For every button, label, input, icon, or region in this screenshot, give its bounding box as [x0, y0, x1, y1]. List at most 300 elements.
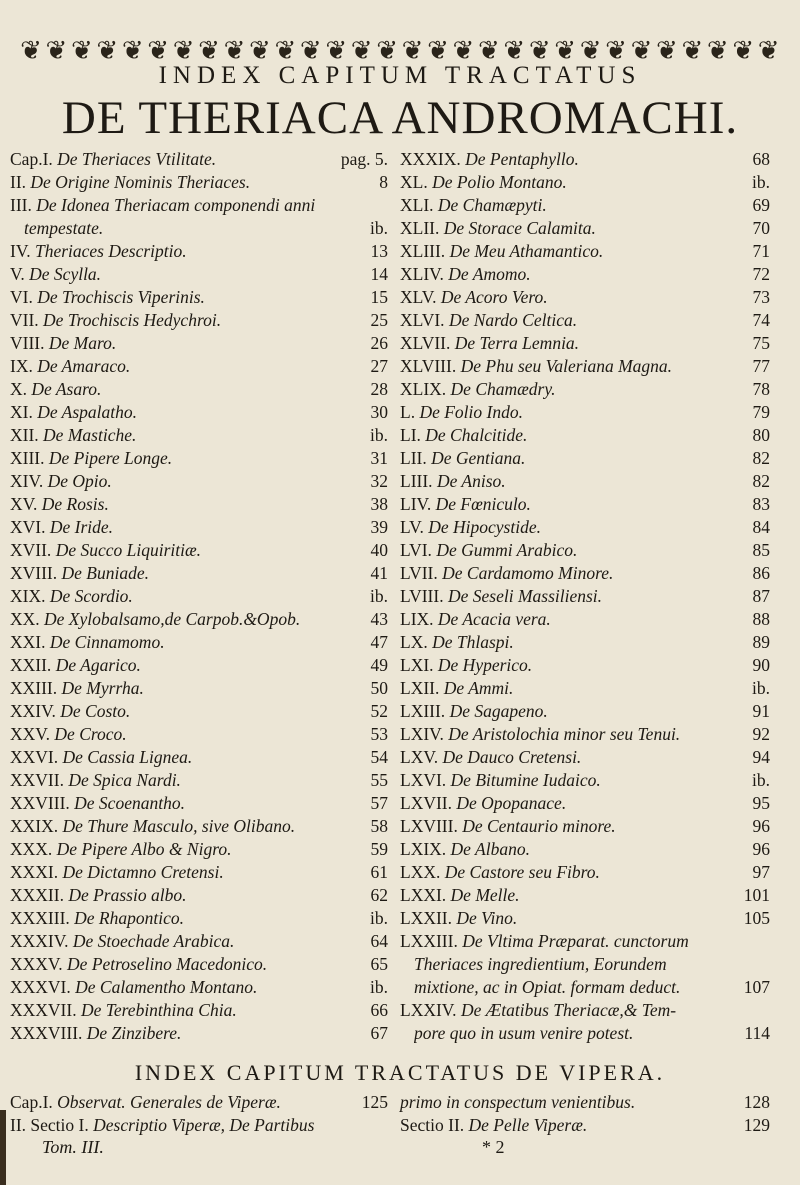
page-number: 26 [370, 333, 388, 353]
chapter-title: De Prassio albo. [68, 885, 187, 905]
index-entry [10, 378, 388, 401]
chapter-title: De Chamæpyti. [437, 195, 547, 215]
index-entry [10, 309, 388, 332]
index-entry [10, 194, 388, 217]
page-number: 72 [752, 264, 770, 284]
page-number: 55 [370, 770, 388, 790]
chapter-number: IX. [10, 356, 33, 376]
page-number: 58 [370, 816, 388, 836]
chapter-title: De Cinnamomo. [49, 632, 165, 652]
chapter-title: De Cardamomo Minore. [442, 563, 614, 583]
page-number: 82 [752, 448, 770, 468]
entry-text [10, 194, 315, 217]
index-entry [400, 884, 770, 907]
entry-text [400, 286, 548, 309]
index-entry [400, 1022, 770, 1045]
chapter-title: De Storace Calamita. [443, 218, 596, 238]
ornament-glyph: ❦ [630, 36, 653, 65]
ornament-glyph: ❦ [605, 36, 627, 65]
chapter-title: De Stoechade Arabica. [72, 931, 235, 951]
index-entry [400, 976, 770, 999]
chapter-number: X. [10, 379, 28, 399]
page-number: ib. [370, 218, 388, 238]
chapter-number: XLI. [400, 195, 434, 215]
index-entry [400, 562, 770, 585]
ornament-glyph: ❦ [732, 36, 755, 65]
chapter-number: XIX. [10, 586, 46, 606]
index-entry [400, 447, 770, 470]
page-number: 125 [361, 1092, 388, 1112]
chapter-number: XXXI. [10, 862, 59, 882]
ornament-glyph: ❦ [121, 36, 144, 65]
chapter-number: XLIII. [400, 241, 446, 261]
index-entry [400, 309, 770, 332]
index-entry [10, 148, 388, 171]
index-entry [10, 723, 388, 746]
index-entry [10, 884, 388, 907]
page-number: 49 [370, 655, 388, 675]
entry-text [10, 861, 224, 884]
chapter-number: XLVI. [400, 310, 445, 330]
ornament-glyph: ❦ [96, 36, 119, 65]
chapter-title: De Iride. [49, 517, 114, 537]
index-entry [400, 401, 770, 424]
chapter-title: De Centaurio minore. [462, 816, 616, 836]
chapter-number: LVI. [400, 540, 432, 560]
ornament-glyph: ❦ [20, 36, 42, 65]
entry-text [10, 493, 109, 516]
entry-text [10, 723, 127, 746]
index-entry [10, 562, 388, 585]
chapter-title: De Terebinthina Chia. [80, 1000, 237, 1020]
chapter-title: De Rosis. [41, 494, 109, 514]
chapter-title: De Agarico. [55, 655, 141, 675]
index-entry [400, 585, 770, 608]
index-entry [400, 815, 770, 838]
chapter-number: XXVIII. [10, 793, 70, 813]
chapter-title: De Polio Montano. [432, 172, 567, 192]
chapter-title: De Vltima Præparat. cunctorum [462, 931, 689, 951]
entry-text [400, 263, 531, 286]
page-number: 31 [370, 448, 388, 468]
page-number: ib. [752, 678, 770, 698]
index-entry [10, 1091, 388, 1114]
chapter-number: II. Sectio I. [10, 1115, 89, 1135]
entry-text [400, 562, 613, 585]
chapter-number: XXXIX. [400, 149, 461, 169]
ornament-glyph: ❦ [528, 36, 551, 65]
index-entry [10, 746, 388, 769]
page-number: 95 [752, 793, 770, 813]
index-entry [10, 608, 388, 631]
page-number: 96 [752, 816, 770, 836]
chapter-title: mixtione, ac in Opiat. formam deduct. [414, 977, 681, 997]
chapter-number: XVIII. [10, 563, 58, 583]
entry-text [400, 907, 517, 930]
index-entry [10, 240, 388, 263]
chapter-number: XIV. [10, 471, 44, 491]
entry-text [400, 493, 531, 516]
entry-text [10, 263, 101, 286]
chapter-title: De Chalcitide. [425, 425, 528, 445]
page-number: 67 [370, 1023, 388, 1043]
page-number: 71 [752, 241, 770, 261]
chapter-number: LXVII. [400, 793, 452, 813]
entry-text [400, 355, 672, 378]
index-entry [10, 930, 388, 953]
chapter-number: XXXIII. [10, 908, 70, 928]
index-entry [10, 470, 388, 493]
index-entry [10, 815, 388, 838]
chapter-title: De Pipere Longe. [48, 448, 173, 468]
page-number: 61 [370, 862, 388, 882]
chapter-number: XXX. [10, 839, 53, 859]
page-number: 91 [752, 701, 770, 721]
chapter-title: De Thure Masculo, sive Olibano. [62, 816, 296, 836]
ornament-band [20, 6, 780, 66]
entry-text [414, 976, 680, 999]
entry-text [400, 401, 523, 424]
entry-text [414, 1022, 633, 1045]
entry-text [400, 700, 548, 723]
index-entry [10, 539, 388, 562]
index-entry [400, 999, 770, 1022]
index-entry [400, 631, 770, 654]
chapter-number: V. [10, 264, 25, 284]
entry-text [10, 769, 181, 792]
index-entry [10, 792, 388, 815]
page-number: 28 [370, 379, 388, 399]
chapter-number: XI. [10, 402, 33, 422]
chapter-number: LI. [400, 425, 421, 445]
chapter-number: XL. [400, 172, 428, 192]
index-entry [400, 723, 770, 746]
entry-text [10, 953, 267, 976]
chapter-title: De Fœniculo. [435, 494, 531, 514]
chapter-title: De Meu Athamantico. [449, 241, 604, 261]
entry-text [10, 562, 149, 585]
index-entry [10, 286, 388, 309]
entry-text [400, 654, 532, 677]
entry-text [10, 424, 136, 447]
page-number: 30 [370, 402, 388, 422]
page-number: 92 [752, 724, 770, 744]
page-number: 8 [379, 172, 388, 192]
chapter-number: XLIV. [400, 264, 444, 284]
chapter-title: De Sagapeno. [449, 701, 548, 721]
chapter-title: De Aniso. [436, 471, 506, 491]
chapter-title: De Pentaphyllo. [465, 149, 579, 169]
page-number: 88 [752, 609, 770, 629]
entry-text [400, 539, 577, 562]
chapter-title: De Ammi. [443, 678, 514, 698]
chapter-number: LXIV. [400, 724, 444, 744]
page-number: 15 [370, 287, 388, 307]
chapter-number: LXXI. [400, 885, 447, 905]
entry-text [400, 332, 579, 355]
page-number: 77 [752, 356, 770, 376]
page-number: ib. [370, 908, 388, 928]
entry-text [400, 999, 676, 1022]
index-entry [400, 792, 770, 815]
ornament-glyph: ❦ [249, 36, 271, 65]
ornament-glyph: ❦ [299, 36, 322, 65]
page-number: ib. [370, 425, 388, 445]
entry-text [400, 631, 514, 654]
chapter-number: XXXVI. [10, 977, 71, 997]
index-entry [400, 539, 770, 562]
entry-text [10, 930, 234, 953]
index-entry [10, 424, 388, 447]
chapter-title: De Zinzibere. [86, 1023, 182, 1043]
chapter-title: Observat. Generales de Viperæ. [57, 1092, 281, 1112]
chapter-title: De Phu seu Valeriana Magna. [460, 356, 673, 376]
chapter-number: LV. [400, 517, 424, 537]
chapter-title: De Pipere Albo & Nigro. [56, 839, 232, 859]
chapter-title: De Maro. [48, 333, 117, 353]
entry-text [400, 424, 527, 447]
entry-text [400, 171, 567, 194]
ornament-glyph: ❦ [706, 36, 729, 65]
chapter-number: LXX. [400, 862, 441, 882]
index-entry [400, 286, 770, 309]
index-entry [400, 217, 770, 240]
page-number: 65 [370, 954, 388, 974]
entry-text [400, 723, 680, 746]
ornament-glyph: ❦ [681, 36, 704, 65]
chapter-title: De Ætatibus Theriacæ,& Tem- [460, 1000, 677, 1020]
page-number: 78 [752, 379, 770, 399]
index-entry [10, 1114, 388, 1137]
page-number: 86 [752, 563, 770, 583]
page-number: 38 [370, 494, 388, 514]
index-entry [400, 953, 770, 976]
chapter-title: Descriptio Viperæ, De Partibus [93, 1115, 315, 1135]
chapter-title: De Scylla. [29, 264, 102, 284]
chapter-title: De Amomo. [448, 264, 531, 284]
chapter-number: VIII. [10, 333, 45, 353]
page-number: 27 [370, 356, 388, 376]
index-entry [10, 516, 388, 539]
index-entry [10, 976, 388, 999]
page-number: 101 [743, 885, 770, 905]
chapter-title: De Thlaspi. [432, 632, 514, 652]
entry-text [400, 884, 520, 907]
index-entry [400, 907, 770, 930]
volume-label: Tom. III. [42, 1137, 104, 1157]
entry-text [10, 539, 201, 562]
page-number: 57 [370, 793, 388, 813]
chapter-title: De Trochiscis Viperinis. [37, 287, 205, 307]
chapter-number: LXIX. [400, 839, 447, 859]
chapter-title: De Theriaces Vtilitate. [57, 149, 217, 169]
chapter-number: XVII. [10, 540, 52, 560]
entry-text [400, 746, 581, 769]
index-entry [10, 332, 388, 355]
entry-text [10, 148, 216, 171]
chapter-title: De Dictamno Cretensi. [62, 862, 224, 882]
index-entry [10, 907, 388, 930]
chapter-number: XXII. [10, 655, 52, 675]
index-entry [10, 677, 388, 700]
index-entry [400, 355, 770, 378]
chapter-title: De Nardo Celtica. [448, 310, 578, 330]
index-entry [400, 746, 770, 769]
page-number: ib. [370, 977, 388, 997]
chapter-title: De Albano. [450, 839, 530, 859]
page-number: 13 [370, 241, 388, 261]
index-entry [10, 447, 388, 470]
page-number: 80 [752, 425, 770, 445]
chapter-title: De Scordio. [49, 586, 133, 606]
chapter-title: De Croco. [54, 724, 127, 744]
chapter-title: De Acoro Vero. [440, 287, 548, 307]
ornament-glyph: ❦ [70, 36, 93, 65]
page-number: 14 [370, 264, 388, 284]
chapter-title: De Trochiscis Hedychroi. [43, 310, 222, 330]
chapter-number: Cap.I. [10, 1092, 53, 1112]
chapter-title: De Gummi Arabico. [436, 540, 578, 560]
chapter-title: De Cassia Lignea. [62, 747, 193, 767]
index-heading: INDEX CAPITUM TRACTATUS [158, 62, 642, 89]
chapter-title: De Pelle Viperæ. [468, 1115, 588, 1135]
ornament-glyph: ❦ [198, 36, 220, 65]
chapter-number: XXIV. [10, 701, 56, 721]
chapter-number: Cap.I. [10, 149, 53, 169]
index-entry [400, 1091, 770, 1114]
ornament-glyph: ❦ [401, 36, 424, 65]
chapter-number: XII. [10, 425, 39, 445]
entry-text [10, 401, 137, 424]
chapter-number: XLII. [400, 218, 440, 238]
entry-text [10, 378, 101, 401]
page-number: 75 [752, 333, 770, 353]
ornament-glyph: ❦ [579, 36, 602, 65]
page-number: 50 [370, 678, 388, 698]
entry-text [400, 240, 603, 263]
chapter-number: LXVIII. [400, 816, 458, 836]
chapter-number: LIII. [400, 471, 433, 491]
index-entry [10, 953, 388, 976]
entry-text [10, 792, 185, 815]
chapter-number: XIII. [10, 448, 45, 468]
index-entry [10, 999, 388, 1022]
chapter-number: XXXVIII. [10, 1023, 83, 1043]
entry-text [10, 677, 144, 700]
page-number: ib. [752, 172, 770, 192]
chapter-title: De Chamædry. [450, 379, 556, 399]
chapter-title: De Succo Liquiritiæ. [55, 540, 202, 560]
ornament-glyph: ❦ [223, 36, 246, 65]
ornament-glyph: ❦ [554, 36, 577, 65]
index-entry [400, 1114, 770, 1137]
entry-text [10, 1022, 181, 1045]
chapter-title: De Vino. [456, 908, 518, 928]
index-entry [10, 401, 388, 424]
page-number: 84 [752, 517, 770, 537]
entry-text [10, 309, 221, 332]
entry-text [400, 677, 513, 700]
chapter-title: De Dauco Cretensi. [442, 747, 582, 767]
chapter-number: LII. [400, 448, 427, 468]
chapter-title: De Xylobalsamo,de Carpob.&Opob. [44, 609, 301, 629]
page-number: 89 [752, 632, 770, 652]
chapter-number: LXII. [400, 678, 440, 698]
page-number: ib. [752, 770, 770, 790]
page-number: 64 [370, 931, 388, 951]
entry-text [10, 631, 165, 654]
ornament-glyph: ❦ [45, 36, 68, 65]
chapter-title: De Opio. [47, 471, 112, 491]
ornament-glyph: ❦ [147, 36, 170, 65]
entry-text [10, 516, 113, 539]
index-entry [400, 470, 770, 493]
page-number: 90 [752, 655, 770, 675]
chapter-title: De Folio Indo. [419, 402, 523, 422]
entry-text [10, 355, 130, 378]
chapter-number: XXXVII. [10, 1000, 77, 1020]
page-number: 59 [370, 839, 388, 859]
chapter-number: LXXIV. [400, 1000, 457, 1020]
chapter-title: De Castore seu Fibro. [444, 862, 600, 882]
chapter-title: De Calamentho Montano. [75, 977, 258, 997]
index-entry [400, 194, 770, 217]
chapter-title: De Myrrha. [61, 678, 144, 698]
page-footer [22, 1137, 782, 1158]
chapter-number: LXXIII. [400, 931, 458, 951]
index-entry [400, 240, 770, 263]
page-number: 70 [752, 218, 770, 238]
page-number [384, 194, 388, 217]
entry-text [10, 976, 257, 999]
index-entry [10, 493, 388, 516]
page-number: 43 [370, 609, 388, 629]
chapter-number: LXI. [400, 655, 434, 675]
chapter-number: VII. [10, 310, 39, 330]
chapter-number: LX. [400, 632, 428, 652]
ornament-glyph: ❦ [656, 36, 678, 65]
chapter-number: XLVIII. [400, 356, 457, 376]
page-number: 54 [370, 747, 388, 767]
page-number: 47 [370, 632, 388, 652]
index-entry [400, 930, 770, 953]
entry-text [400, 585, 602, 608]
page-number: 39 [370, 517, 388, 537]
page-number: 94 [752, 747, 770, 767]
entry-text [400, 608, 551, 631]
entry-text [400, 838, 530, 861]
chapter-number: XLV. [400, 287, 437, 307]
chapter-title: De Scoenantho. [74, 793, 185, 813]
signature-mark: * 2 [482, 1137, 505, 1157]
entry-text [400, 148, 579, 171]
index-entry [400, 861, 770, 884]
entry-text [10, 585, 133, 608]
entry-text [400, 194, 547, 217]
ornament-glyph: ❦ [172, 36, 195, 65]
index-entry [10, 585, 388, 608]
chapter-number: XXXIV. [10, 931, 69, 951]
index-entry [400, 516, 770, 539]
chapter-number: XXXV. [10, 954, 63, 974]
index-entry [10, 631, 388, 654]
chapter-number: VI. [10, 287, 33, 307]
chapter-number: L. [400, 402, 416, 422]
chapter-number: XX. [10, 609, 40, 629]
index-entry [10, 769, 388, 792]
chapter-title: tempestate. [24, 218, 104, 238]
vipera-right-column [400, 1091, 770, 1137]
